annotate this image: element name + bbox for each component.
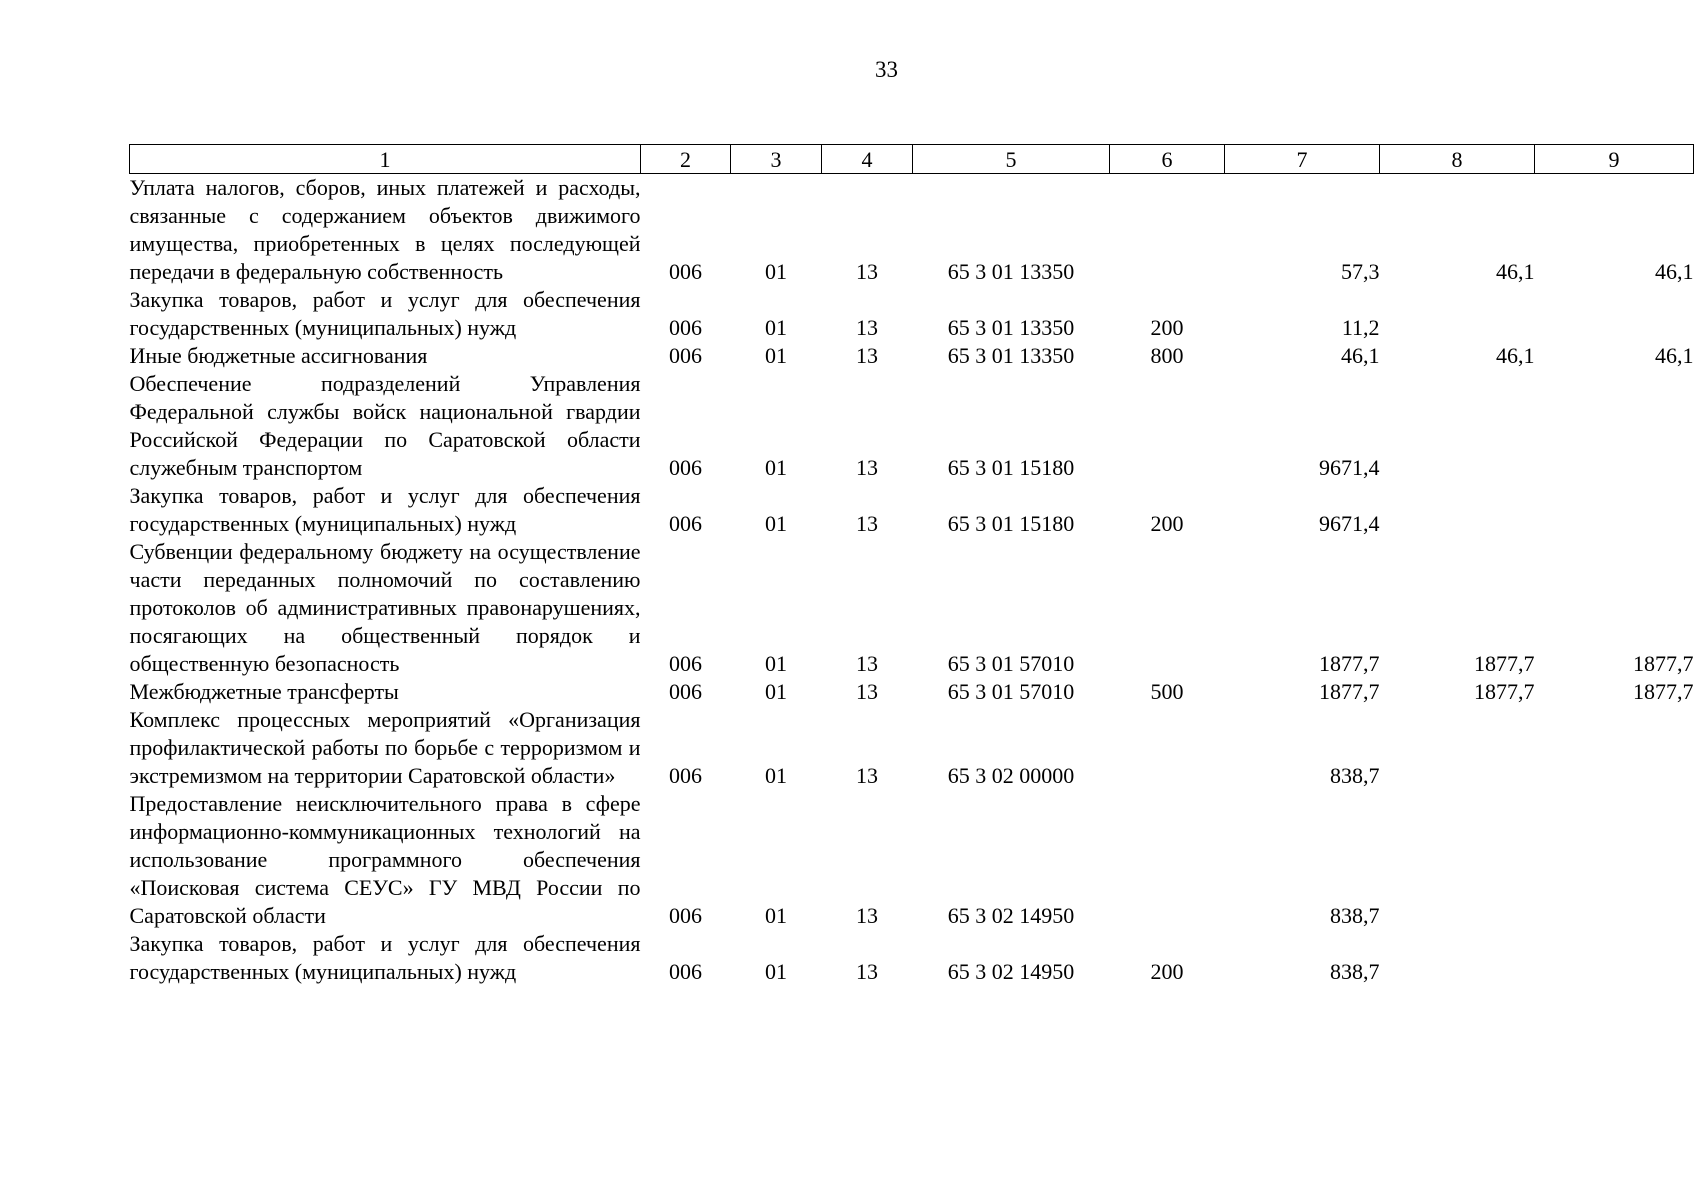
column-header-7: 7: [1225, 145, 1380, 174]
row-name: Межбюджетные трансферты: [129, 679, 399, 704]
cell-amount-col7: 9671,4: [1319, 511, 1380, 536]
row-name: Закупка товаров, работ и услуг для обеспечения государственных (муниципальных) нужд: [129, 287, 641, 340]
cell-amount-col8: [1380, 930, 1535, 986]
cell-section: 01: [765, 903, 787, 928]
cell-amount-col9: [1535, 706, 1694, 790]
cell-section: 01: [765, 259, 787, 284]
cell-target-article: 65 3 02 14950: [947, 903, 1075, 928]
cell-amount-col9: [1535, 930, 1694, 986]
cell-amount-col9: 1877,7: [1633, 679, 1694, 704]
cell-amount-col8: [1380, 482, 1535, 538]
cell-section: 01: [765, 959, 787, 984]
column-header-4: 4: [822, 145, 913, 174]
table-row: [130, 706, 1694, 790]
column-header-3: 3: [731, 145, 822, 174]
cell-amount-col8: 1877,7: [1474, 651, 1535, 676]
table-header-row: [130, 145, 1694, 174]
cell-expense-type: 200: [1150, 511, 1184, 536]
cell-ministry-code: 006: [669, 343, 702, 368]
column-header-1: 1: [130, 145, 641, 174]
cell-ministry-code: 006: [669, 763, 702, 788]
cell-expense-type: [1110, 174, 1225, 287]
cell-amount-col7: 838,7: [1330, 763, 1380, 788]
cell-subsection: 13: [856, 455, 878, 480]
column-header-8: 8: [1380, 145, 1535, 174]
cell-subsection: 13: [856, 315, 878, 340]
cell-ministry-code: 006: [669, 455, 702, 480]
row-name: Предоставление неисключительного права в сфере информационно-коммуникационных технологий на использование программного обеспечения «Поисковая система СЕУС» ГУ МВД России по Саратовской области: [129, 791, 641, 928]
row-name: Закупка товаров, работ и услуг для обеспечения государственных (муниципальных) нужд: [129, 931, 641, 984]
cell-ministry-code: 006: [669, 651, 702, 676]
cell-section: 01: [765, 455, 787, 480]
cell-target-article: 65 3 02 14950: [947, 959, 1075, 984]
cell-target-article: 65 3 02 00000: [947, 763, 1075, 788]
row-name: Субвенции федеральному бюджету на осуществление части переданных полномочий по составлению протоколов об административных правонарушениях, посягающих на общественный порядок и общественную безопасность: [129, 539, 641, 676]
table-row: [130, 286, 1694, 342]
table-row: [130, 790, 1694, 930]
cell-amount-col9: [1535, 286, 1694, 342]
cell-amount-col8: [1380, 370, 1535, 482]
cell-expense-type: [1110, 790, 1225, 930]
row-name: Уплата налогов, сборов, иных платежей и расходы, связанные с содержанием объектов движимого имущества, приобретенных в целях последующей передачи в федеральную собственность: [129, 175, 641, 284]
cell-amount-col9: 46,1: [1655, 259, 1694, 284]
cell-subsection: 13: [856, 959, 878, 984]
cell-section: 01: [765, 763, 787, 788]
cell-expense-type: 800: [1150, 343, 1184, 368]
table-row: [130, 930, 1694, 986]
cell-target-article: 65 3 01 15180: [947, 511, 1075, 536]
table-row: [130, 174, 1694, 287]
budget-table: [129, 144, 1694, 986]
cell-amount-col7: 838,7: [1330, 959, 1380, 984]
cell-amount-col7: 838,7: [1330, 903, 1380, 928]
cell-target-article: 65 3 01 13350: [947, 259, 1075, 284]
cell-ministry-code: 006: [669, 259, 702, 284]
column-header-6: 6: [1110, 145, 1225, 174]
cell-ministry-code: 006: [669, 315, 702, 340]
cell-expense-type: [1110, 538, 1225, 678]
cell-expense-type: 200: [1150, 315, 1184, 340]
cell-target-article: 65 3 01 15180: [947, 455, 1075, 480]
cell-ministry-code: 006: [669, 959, 702, 984]
column-header-9: 9: [1535, 145, 1694, 174]
table-row: [130, 482, 1694, 538]
cell-subsection: 13: [856, 763, 878, 788]
cell-subsection: 13: [856, 511, 878, 536]
row-name: Обеспечение подразделений Управления Федеральной службы войск национальной гвардии Российской Федерации по Саратовской области служебным транспортом: [129, 371, 641, 480]
cell-expense-type: 200: [1150, 959, 1184, 984]
cell-section: 01: [765, 315, 787, 340]
cell-amount-col9: [1535, 790, 1694, 930]
cell-target-article: 65 3 01 57010: [947, 651, 1075, 676]
cell-amount-col7: 57,3: [1341, 259, 1380, 284]
cell-section: 01: [765, 511, 787, 536]
cell-amount-col7: 11,2: [1341, 315, 1380, 340]
cell-amount-col7: 1877,7: [1319, 651, 1380, 676]
cell-expense-type: 500: [1150, 679, 1184, 704]
cell-amount-col7: 1877,7: [1319, 679, 1380, 704]
cell-amount-col7: 9671,4: [1319, 455, 1380, 480]
cell-amount-col9: 46,1: [1655, 343, 1694, 368]
table-row: [130, 538, 1694, 678]
cell-amount-col7: 46,1: [1341, 343, 1380, 368]
cell-ministry-code: 006: [669, 903, 702, 928]
cell-subsection: 13: [856, 679, 878, 704]
cell-amount-col9: [1535, 370, 1694, 482]
page-number: 33: [875, 57, 898, 82]
cell-section: 01: [765, 651, 787, 676]
cell-expense-type: [1110, 370, 1225, 482]
cell-amount-col8: 1877,7: [1474, 679, 1535, 704]
cell-ministry-code: 006: [669, 511, 702, 536]
cell-target-article: 65 3 01 13350: [947, 343, 1075, 368]
cell-section: 01: [765, 679, 787, 704]
cell-section: 01: [765, 343, 787, 368]
cell-expense-type: [1110, 706, 1225, 790]
column-header-2: 2: [641, 145, 731, 174]
cell-amount-col8: 46,1: [1496, 259, 1535, 284]
cell-amount-col8: 46,1: [1496, 343, 1535, 368]
table-row: [130, 342, 1694, 370]
cell-subsection: 13: [856, 343, 878, 368]
cell-target-article: 65 3 01 13350: [947, 315, 1075, 340]
cell-amount-col8: [1380, 706, 1535, 790]
row-name: Иные бюджетные ассигнования: [129, 343, 428, 368]
table-row: [130, 678, 1694, 706]
cell-amount-col8: [1380, 790, 1535, 930]
row-name: Комплекс процессных мероприятий «Организация профилактической работы по борьбе с терроризмом и экстремизмом на территории Саратовской области»: [129, 707, 641, 788]
cell-amount-col8: [1380, 286, 1535, 342]
cell-target-article: 65 3 01 57010: [947, 679, 1075, 704]
cell-amount-col9: [1535, 482, 1694, 538]
cell-subsection: 13: [856, 259, 878, 284]
row-name: Закупка товаров, работ и услуг для обеспечения государственных (муниципальных) нужд: [129, 483, 641, 536]
table-row: [130, 370, 1694, 482]
cell-subsection: 13: [856, 903, 878, 928]
cell-subsection: 13: [856, 651, 878, 676]
cell-amount-col9: 1877,7: [1633, 651, 1694, 676]
cell-ministry-code: 006: [669, 679, 702, 704]
column-header-5: 5: [913, 145, 1110, 174]
